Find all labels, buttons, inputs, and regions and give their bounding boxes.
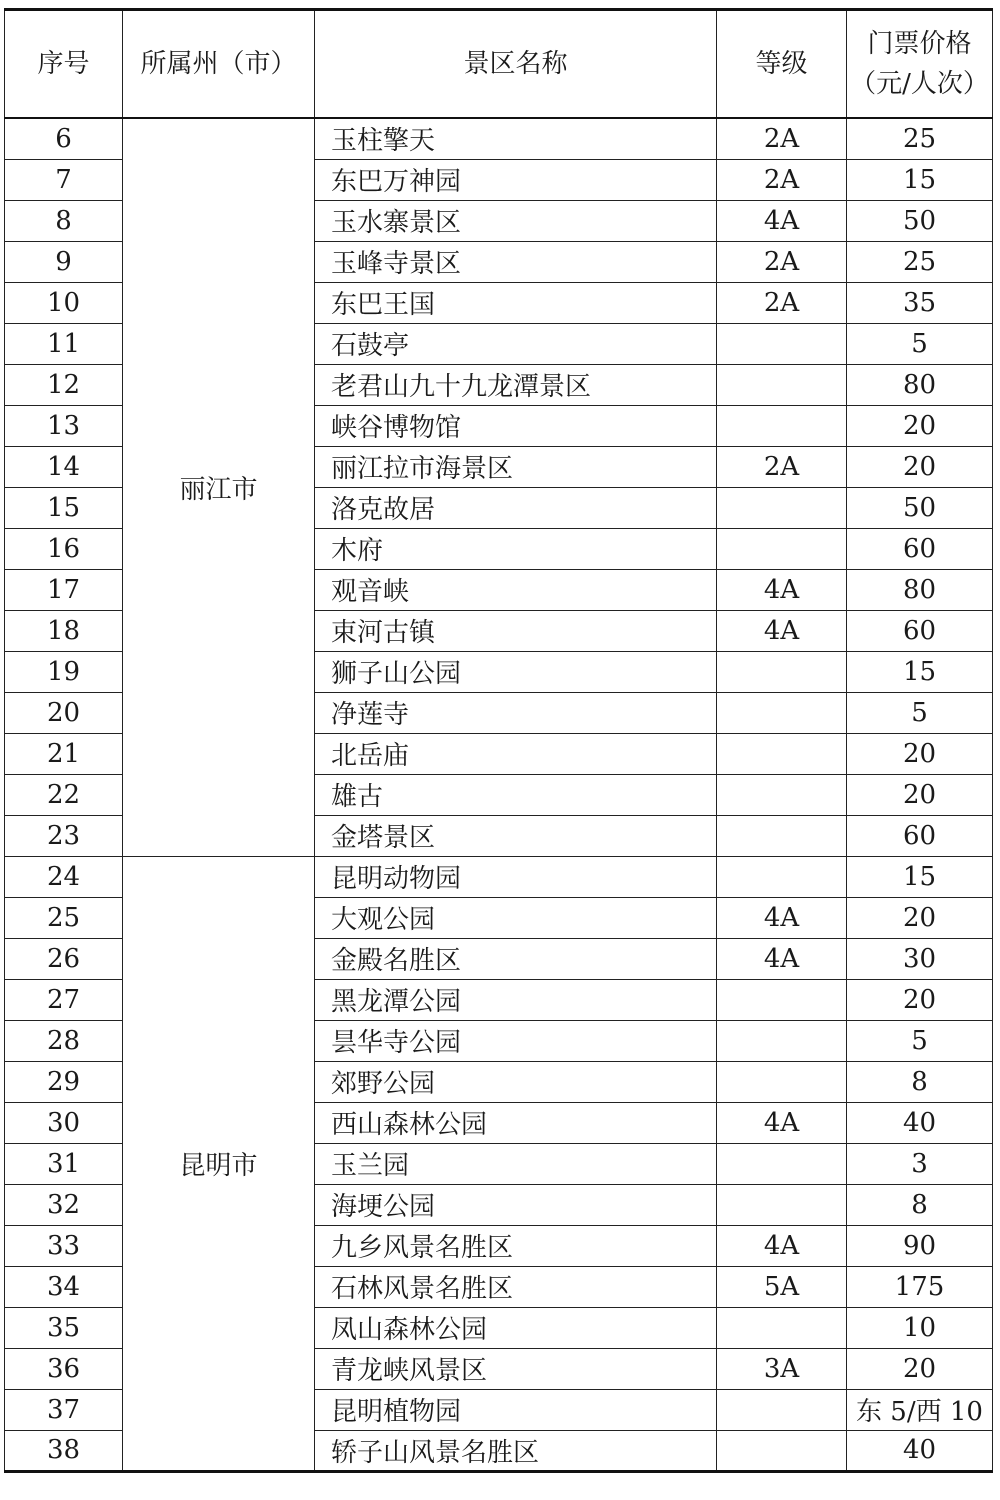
header-index: 序号 — [5, 10, 123, 119]
cell-price: 80 — [847, 364, 993, 405]
cell-grade: 4A — [717, 1225, 847, 1266]
cell-grade — [717, 1143, 847, 1184]
cell-grade: 4A — [717, 1102, 847, 1143]
cell-scenic-name: 石鼓亭 — [315, 323, 717, 364]
cell-grade — [717, 1184, 847, 1225]
cell-grade — [717, 1389, 847, 1430]
cell-index: 37 — [5, 1389, 123, 1430]
cell-price: 5 — [847, 1020, 993, 1061]
cell-grade: 3A — [717, 1348, 847, 1389]
cell-scenic-name: 九乡风景名胜区 — [315, 1225, 717, 1266]
cell-scenic-name: 老君山九十九龙潭景区 — [315, 364, 717, 405]
cell-scenic-name: 玉峰寺景区 — [315, 241, 717, 282]
cell-grade: 2A — [717, 159, 847, 200]
cell-grade — [717, 1307, 847, 1348]
cell-index: 35 — [5, 1307, 123, 1348]
table-row — [5, 856, 993, 897]
cell-price: 15 — [847, 856, 993, 897]
cell-price: 40 — [847, 1430, 993, 1471]
cell-index: 17 — [5, 569, 123, 610]
cell-index: 38 — [5, 1430, 123, 1471]
cell-index: 19 — [5, 651, 123, 692]
cell-scenic-name: 凤山森林公园 — [315, 1307, 717, 1348]
cell-scenic-name: 金塔景区 — [315, 815, 717, 856]
cell-scenic-name: 峡谷博物馆 — [315, 405, 717, 446]
cell-price: 25 — [847, 118, 993, 159]
cell-index: 8 — [5, 200, 123, 241]
cell-scenic-name: 净莲寺 — [315, 692, 717, 733]
cell-grade — [717, 651, 847, 692]
cell-price: 20 — [847, 979, 993, 1020]
cell-scenic-name: 观音峡 — [315, 569, 717, 610]
cell-scenic-name: 丽江拉市海景区 — [315, 446, 717, 487]
cell-price: 35 — [847, 282, 993, 323]
cell-index: 31 — [5, 1143, 123, 1184]
cell-scenic-name: 昆明植物园 — [315, 1389, 717, 1430]
header-grade: 等级 — [717, 10, 847, 119]
cell-price: 5 — [847, 323, 993, 364]
cell-price: 东 5/西 10 — [847, 1389, 993, 1430]
cell-index: 33 — [5, 1225, 123, 1266]
cell-grade: 4A — [717, 897, 847, 938]
cell-index: 14 — [5, 446, 123, 487]
cell-region: 昆明市 — [123, 856, 315, 1471]
cell-index: 11 — [5, 323, 123, 364]
cell-price: 25 — [847, 241, 993, 282]
cell-grade — [717, 1020, 847, 1061]
cell-scenic-name: 黑龙潭公园 — [315, 979, 717, 1020]
cell-grade: 2A — [717, 241, 847, 282]
cell-price: 50 — [847, 200, 993, 241]
cell-index: 30 — [5, 1102, 123, 1143]
cell-index: 6 — [5, 118, 123, 159]
header-price-line1: 门票价格 — [867, 29, 972, 59]
cell-scenic-name: 玉兰园 — [315, 1143, 717, 1184]
cell-index: 36 — [5, 1348, 123, 1389]
cell-index: 24 — [5, 856, 123, 897]
cell-index: 27 — [5, 979, 123, 1020]
cell-scenic-name: 金殿名胜区 — [315, 938, 717, 979]
cell-scenic-name: 玉水寨景区 — [315, 200, 717, 241]
cell-scenic-name: 束河古镇 — [315, 610, 717, 651]
cell-price: 80 — [847, 569, 993, 610]
cell-scenic-name: 轿子山风景名胜区 — [315, 1430, 717, 1471]
cell-price: 20 — [847, 1348, 993, 1389]
cell-grade: 2A — [717, 118, 847, 159]
cell-price: 20 — [847, 897, 993, 938]
cell-grade: 4A — [717, 938, 847, 979]
cell-price: 60 — [847, 610, 993, 651]
cell-grade — [717, 323, 847, 364]
table-body — [5, 118, 993, 1471]
cell-price: 20 — [847, 774, 993, 815]
cell-grade — [717, 1430, 847, 1471]
cell-scenic-name: 大观公园 — [315, 897, 717, 938]
cell-grade: 5A — [717, 1266, 847, 1307]
cell-price: 20 — [847, 733, 993, 774]
cell-scenic-name: 雄古 — [315, 774, 717, 815]
cell-index: 10 — [5, 282, 123, 323]
cell-grade: 4A — [717, 610, 847, 651]
cell-scenic-name: 东巴万神园 — [315, 159, 717, 200]
cell-scenic-name: 洛克故居 — [315, 487, 717, 528]
cell-index: 25 — [5, 897, 123, 938]
cell-price: 20 — [847, 446, 993, 487]
cell-scenic-name: 木府 — [315, 528, 717, 569]
cell-grade — [717, 815, 847, 856]
cell-grade — [717, 856, 847, 897]
cell-grade: 2A — [717, 282, 847, 323]
cell-scenic-name: 石林风景名胜区 — [315, 1266, 717, 1307]
cell-grade — [717, 774, 847, 815]
cell-price: 3 — [847, 1143, 993, 1184]
cell-grade — [717, 1061, 847, 1102]
cell-price: 50 — [847, 487, 993, 528]
cell-index: 13 — [5, 405, 123, 446]
cell-scenic-name: 玉柱擎天 — [315, 118, 717, 159]
cell-price: 8 — [847, 1184, 993, 1225]
cell-index: 29 — [5, 1061, 123, 1102]
header-name: 景区名称 — [315, 10, 717, 119]
cell-price: 175 — [847, 1266, 993, 1307]
cell-index: 16 — [5, 528, 123, 569]
cell-price: 5 — [847, 692, 993, 733]
header-region: 所属州（市） — [123, 10, 315, 119]
cell-scenic-name: 海埂公园 — [315, 1184, 717, 1225]
cell-scenic-name: 狮子山公园 — [315, 651, 717, 692]
cell-scenic-name: 西山森林公园 — [315, 1102, 717, 1143]
cell-price: 60 — [847, 815, 993, 856]
scenic-spots-table — [4, 8, 993, 1473]
cell-index: 12 — [5, 364, 123, 405]
cell-price: 10 — [847, 1307, 993, 1348]
header-price-line2: （元/人次） — [850, 69, 989, 99]
cell-index: 18 — [5, 610, 123, 651]
cell-scenic-name: 郊野公园 — [315, 1061, 717, 1102]
cell-index: 20 — [5, 692, 123, 733]
cell-price: 15 — [847, 159, 993, 200]
cell-index: 9 — [5, 241, 123, 282]
cell-grade — [717, 528, 847, 569]
cell-scenic-name: 昙华寺公园 — [315, 1020, 717, 1061]
cell-price: 15 — [847, 651, 993, 692]
cell-price: 20 — [847, 405, 993, 446]
cell-index: 15 — [5, 487, 123, 528]
cell-price: 8 — [847, 1061, 993, 1102]
cell-index: 23 — [5, 815, 123, 856]
cell-price: 90 — [847, 1225, 993, 1266]
cell-scenic-name: 青龙峡风景区 — [315, 1348, 717, 1389]
cell-grade — [717, 979, 847, 1020]
cell-scenic-name: 北岳庙 — [315, 733, 717, 774]
cell-region: 丽江市 — [123, 118, 315, 856]
cell-index: 26 — [5, 938, 123, 979]
cell-scenic-name: 昆明动物园 — [315, 856, 717, 897]
cell-index: 7 — [5, 159, 123, 200]
cell-grade — [717, 487, 847, 528]
cell-price: 40 — [847, 1102, 993, 1143]
cell-price: 60 — [847, 528, 993, 569]
cell-grade — [717, 405, 847, 446]
cell-index: 28 — [5, 1020, 123, 1061]
header-price — [847, 10, 993, 119]
table-header — [5, 10, 993, 119]
cell-index: 21 — [5, 733, 123, 774]
cell-grade: 2A — [717, 446, 847, 487]
cell-grade: 4A — [717, 569, 847, 610]
cell-index: 22 — [5, 774, 123, 815]
cell-index: 32 — [5, 1184, 123, 1225]
cell-grade — [717, 733, 847, 774]
table-row — [5, 118, 993, 159]
cell-scenic-name: 东巴王国 — [315, 282, 717, 323]
cell-price: 30 — [847, 938, 993, 979]
cell-index: 34 — [5, 1266, 123, 1307]
cell-grade — [717, 692, 847, 733]
cell-grade — [717, 364, 847, 405]
cell-grade: 4A — [717, 200, 847, 241]
